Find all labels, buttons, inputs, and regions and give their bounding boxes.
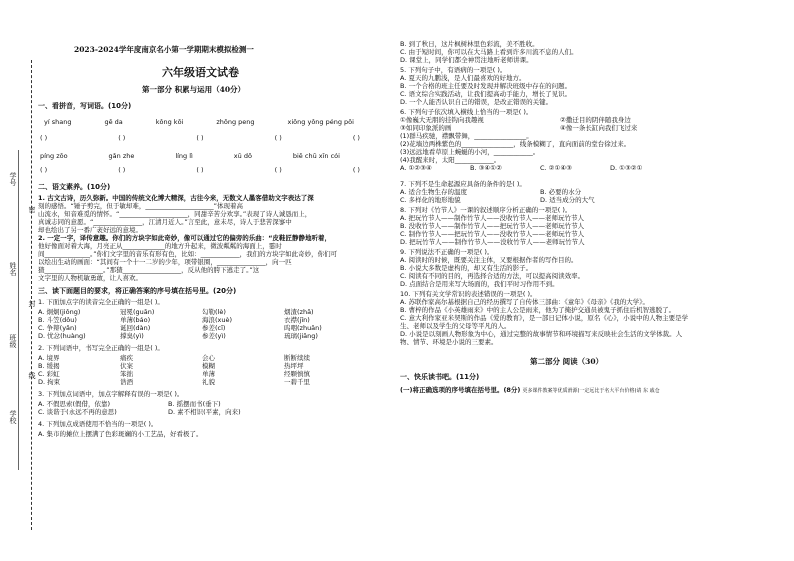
q10-stem: 10. 下列有关文学常识的表述错误的一项是( )。 [400,290,537,298]
q6-opt: C. ②①④③ [540,164,572,172]
reading-section-heading: 一、快乐读书吧。(11分) [400,373,480,381]
q10-opt: 物、情节、环境是小说的三要素。 [400,338,498,346]
q6-stem: 6. 下列句子依次填入横线上恰当的一项是( )。 [400,108,533,116]
q3-opt: D. 素不相识(平素，向来) [168,408,241,416]
q8-opt: B. 没收竹节人——制作竹节人——把玩竹节人——老师玩竹节人 [400,222,585,230]
q9-opt: A. 阅读时的时候，既要关注主体，又要根据作者的写作目的。 [400,256,578,264]
q4-rest [400,40,578,64]
q6-choice: ④像一条长缸向我们飞过来 [560,124,638,132]
pinyin-row2 [40,152,340,160]
q2-stem: 2. 下列词语中，书写完全正确的一组是( )。 [38,344,164,352]
q6-line: (4)我醒来时，太阳____________。 [400,156,501,164]
q1-opt: 撑臭(yì) [120,332,144,340]
q1-opt: A. 炯炯(jiǒng) [38,308,81,316]
q3-options [38,400,241,416]
q1-opt: 冠冕(guān) [120,308,155,316]
q1-row [38,332,358,340]
q2-opt: 会心 [202,354,215,362]
reading-sub1 [400,386,660,395]
pinyin-1-4: zhōng peng [216,118,255,126]
q7-opt: D. 适当成分的大气 [540,196,595,204]
pinyin-1-2: gē da [104,118,123,126]
q2-opt: 断断续续 [284,354,310,362]
q1-opt: 呜咽(zhuān) [284,324,322,332]
q2-opt: C. 彩虹 [38,370,60,378]
q3-opt: C. 谈谐于(永远不再的意思) [38,408,117,416]
seal-line [31,60,32,530]
q9-block [400,248,584,288]
pinyin-2-4: xū dō [233,152,252,160]
q6-choice: ②撒迁目的阴伴随我身边 [560,116,631,124]
q6-opt: A. ①②③④ [400,164,432,172]
q2-opt: 经颗慎慎 [284,370,310,378]
q2-opt: 模糊 [202,362,215,370]
q4-option-a: A. 集市的摊位上摆满了色彩斑斓的小工艺品，好看极了。 [38,430,203,438]
q2-opt: 单薄 [202,370,215,378]
q2-opt: 礼貌 [202,378,215,386]
answer-box[interactable]: ( ) [118,134,126,142]
q1-options [38,308,358,340]
q1-opt: C. 争辩(yǎn) [38,324,77,332]
q2-opt: 笨拙 [120,370,133,378]
q3-opt: B. 摇摆而书(垂下) [168,400,221,408]
q2-row [38,354,358,362]
q10-opt: C. 意大利作家亚米契斯的作品《爱的教育》，是一部日记体小说，原名《心》，小说中的人物主要是学 [400,314,689,322]
answer-box[interactable]: ( ) [274,166,282,174]
q7-row [400,196,595,204]
section2-line: 刻的感悟。“锤子剪完，但于敏却难，_____________________”体现着高 [38,202,243,210]
section2-line: 间______________。”你们文字里的音乐有形有色，比如：____________，我们的方块字如此奇妙，你们可 [38,250,338,258]
q8-block [400,206,585,246]
q3-stem: 3. 下列加点词语中，加点字解释有误的一项是( )。 [38,390,184,398]
section2-line: 真诚志同的意愿。“_______________，江清月近人。”言至此，意未尽，诗人于悲苦深寥中 [38,218,292,226]
q2-options [38,354,358,386]
q6-choice-row [400,124,642,132]
q1-row [38,308,358,316]
reading-sub1-label: (一)将正确选项的序号填在括号里。(8分) [400,386,521,394]
q1-opt: 诞回(dàn) [120,324,151,332]
q4-opt: D. 课堂上，同学们都全神贯注地听老师讲课。 [400,56,533,64]
section2-line: 却也绘出了另一番广袤好远的意境。 [38,226,142,234]
q1-stem: 1. 下面加点字的读音完全正确的一组是( )。 [38,298,164,306]
seal-mark-mi: 密 [28,206,36,213]
section3-heading: 三、读下面题目的要求，将正确答案的序号填在括号里。(20分) [38,287,237,295]
q2-opt: 伏案 [120,362,133,370]
pinyin-1-5: xiōng yǒng péng pōi [287,118,354,126]
side-label-student-id: 学号 [9,172,17,186]
q4-opt: C. 由于短时间，你可以在大马路上看到许多川流不息的人们。 [400,48,578,56]
q1-opt: 海浪(xuè) [202,316,233,324]
q4-stem: 4. 下列加点成语使用不恰当的一项是( )。 [38,420,158,428]
q2-opt: A. 境界 [38,354,60,362]
q6-choice: ①像巍大无朋的挂钩向我趣视 [400,116,484,124]
q10-opt: D. 小说是以刻画人物形象为中心，通过完整的故事情节和环境描写来反映社会生活的文学体裁。人 [400,330,683,338]
part1-title: 第一部分 积累与运用（40分） [142,85,246,94]
q5-stem: 5. 下列句子中，有语病的一项是( )。 [400,66,507,74]
section2-line: 1. 古文古诗，历久弥新。中国的传统文化博大精深，古往今来，无数文人墨客借助文字表达了深 [38,194,314,202]
q8-opt: D. 把玩竹节人——制作竹节人——没收竹节人——老师玩竹节人 [400,238,585,246]
q6-line: (3)远远地看草原上蜿蜒的小河，____________。 [400,148,540,156]
pinyin-1-1: yí shang [44,118,72,126]
side-label-school: 学校 [9,410,17,424]
q9-opt: B. 小说大多数是虚构的，却又有生活的影子。 [400,264,533,272]
q5-opt: C. 语文综合实践活动，让我们提高动手能力，增长了见识。 [400,90,572,98]
q10-block [400,290,688,346]
answer-box[interactable]: ( ) [352,134,360,142]
section2-heading: 二、语文素养。(10分) [38,183,111,191]
q1-opt: 衣襟(jīn) [284,316,310,324]
q6-options [400,164,642,172]
q3-row [38,408,241,416]
q5-opt: A. 夏天的九鹏浅，是人们最喜欢的好地方。 [400,74,526,82]
q7-opt: C. 多样化的地形地貌 [400,196,461,204]
seal-mark-feng: 封 [28,300,36,307]
q6-block [400,108,642,172]
pinyin-1-3: kǒng kōi [155,118,184,126]
q10-opt: 生、老师以及学生的父母等平凡的人。 [400,322,511,330]
answer-paren-row2 [40,166,360,174]
answer-box[interactable]: ( ) [196,134,204,142]
q2-opt: 热坪坪 [284,362,304,370]
answer-box[interactable]: ( ) [40,134,48,142]
q7-row [400,188,595,196]
q8-opt: C. 制作竹节人——把玩竹节人——没收竹节人——老师玩竹节人 [400,230,585,238]
q4-opt: B. 到了秋日，这片枫树林里色彩流，美不胜收。 [400,40,539,48]
pinyin-row1 [44,118,354,126]
q9-opt: D. 点面结合是用来写大场面的，我们平时习作用不到。 [400,280,559,288]
q7-opt: B. 必要的水分 [540,188,582,196]
q6-line: (1)群马疾驰，襟飘带舞，________________。 [400,132,533,140]
q2-row [38,362,358,370]
q3-opt: A. 不假思索(假借，依靠) [38,400,111,408]
pinyin-2-5: biē chū xīn cói [292,152,340,160]
q6-opt: D. ①③②① [610,164,643,172]
part2-title: 第二部分 阅读（30） [530,357,604,366]
q7-opt: A. 适合生物生存的温度 [400,188,467,196]
q1-row [38,316,358,324]
q7-stem: 7. 下列不是生命起源应具备的条件的是( )。 [400,180,526,188]
q2-opt: D. 拘束 [38,378,61,386]
q7-block [400,180,595,204]
answer-line [18,150,19,470]
q8-stem: 8. 下列对《竹节人》一课的叙述顺序分析正确的一项是( )。 [400,206,572,214]
q5-opt: D. 一个人能否认识自己的错误，是改正错误的关键。 [400,98,553,106]
answer-box[interactable]: ( ) [40,166,48,174]
paper-title: 六年级语文试卷 [162,66,239,79]
q1-row [38,324,358,332]
pinyin-2-1: píng zōo [40,152,68,160]
q8-opt: A. 把玩竹节人——制作竹节人——没收竹节人——老师玩竹节人 [400,214,584,222]
q2-row [38,378,358,386]
answer-box[interactable]: ( ) [274,134,282,142]
exam-title: 2023-2024学年度南京名小第一学期期末模拟检测一 [74,45,254,54]
q6-opt: B. ③④①② [470,164,502,172]
q9-opt: C. 阅读有不同的目的，再选择合适的方法，可以提高阅读效率。 [400,272,585,280]
q2-opt: B. 缓揭 [38,362,60,370]
q6-choice: ③如同印象派的画 [400,124,452,132]
section1-heading: 一、看拼音，写词语。(10分) [38,102,132,110]
q10-opt: B. 曹梓的作品《小英雄雨来》中的主人公是雨来，他为了掩护交通员被鬼子抓住后机智逃脱了。 [400,306,676,314]
q2-row [38,370,358,378]
side-label-name: 姓名 [9,262,17,276]
answer-box[interactable]: ( ) [118,166,126,174]
q9-stem: 9. 下列说法不正确的一项是( )。 [400,248,494,256]
q1-opt: 参差(yì) [202,332,226,340]
q1-opt: 琉璃(jiāng) [284,332,318,340]
q2-opt: 痛疾 [120,354,133,362]
q6-choice-row [400,116,642,124]
section2-line: 以绘出生动的画面：“其间有一个十一二岁的少年，项带银圈，_______________，向一匹 [38,258,292,266]
pinyin-2-3: líng lì [175,152,193,160]
q1-opt: 烟渣(zhā) [284,308,314,316]
q6-line: (2)花墙边两株紫色的________________，线条模糊了，直向面前的堂台徐过来。 [400,140,631,148]
answer-box[interactable]: ( ) [352,166,360,174]
answer-paren-row1 [40,134,360,142]
q3-row [38,400,241,408]
section2-line: 他好像面对着大海，月亮正从_____________的地方升起来，微波粼粼的海面上，霎时 [38,242,282,250]
section2-body [38,194,337,282]
section2-line: 2. 一定一字，译传意趣。你们的方块字如此奇妙，像可以通过它的偏旁的乐曲：“皮鞋匠静静地听着， [38,234,332,242]
pinyin-2-2: gǎn zhe [108,152,135,160]
q1-opt: 单薄(báo) [120,316,151,324]
side-label-class: 班级 [9,334,17,348]
q5-opt: B. 一个合格的班主任要及时发现并解决班级中存在的问题。 [400,82,572,90]
q2-opt: 一碧千里 [284,378,310,386]
q1-opt: 参差(cī) [202,324,226,332]
seal-mark-xian: 线 [28,372,36,379]
section2-line: 猹__________________。”那猹__________________，反从他的胯下逃走了。”这 [38,266,260,274]
q10-opt: A. 苏联作家高尔基根据自己的经历撰写了自传体三部曲：《童年》《母亲》《我的大学》。 [400,298,649,306]
q1-opt: B. 斗笠(dǒu) [38,316,77,324]
q5-block [400,66,571,106]
reading-sub1-note: 更多课件教案等优质滑源(一定远比于名大平台价格)请 东 戚仓 [522,388,660,394]
q1-opt: D. 忧忿(huàng) [38,332,86,340]
section2-line: 文字里的人物机敏勇敢，让人喜欢。 [38,274,142,282]
section2-line: 山流水，知音难觅的情怀。“_____________________，同甜辛苦分欢享。”表现了诗人诚恳而上， [38,210,312,218]
q2-opt: 诰酒 [120,378,133,386]
q1-opt: 勾勒(lè) [202,308,226,316]
answer-box[interactable]: ( ) [196,166,204,174]
